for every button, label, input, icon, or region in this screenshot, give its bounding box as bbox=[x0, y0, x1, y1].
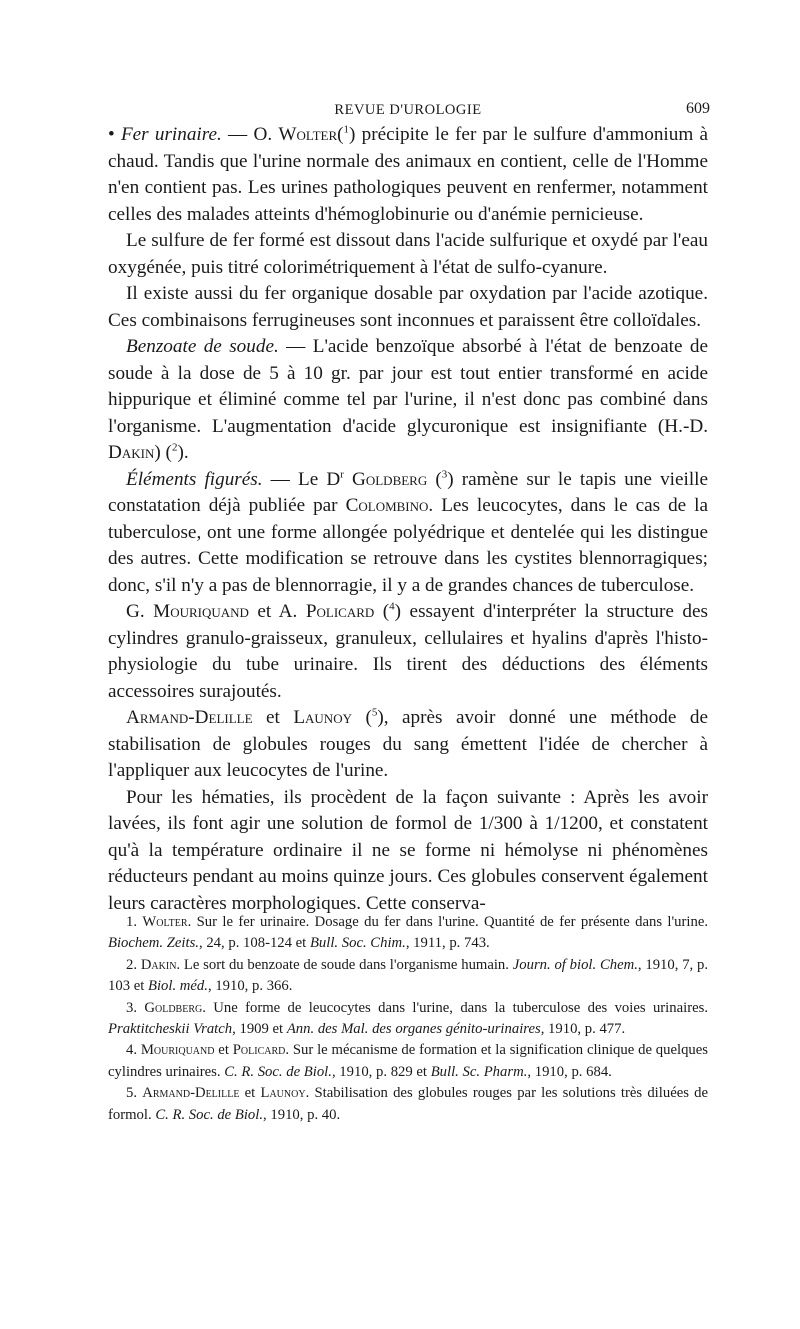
journal-title: Journ. of biol. Chem. bbox=[512, 956, 638, 973]
author-name: Armand-Delille bbox=[126, 707, 253, 728]
text-run: . Le sort du benzoate de soude dans l'organisme humain. bbox=[176, 956, 513, 973]
section-title-benzoate: Benzoate de soude. bbox=[126, 336, 279, 357]
text-run: G. bbox=[126, 601, 154, 622]
author-name: Wolter bbox=[142, 914, 188, 930]
running-title: REVUE D'UROLOGIE bbox=[334, 102, 482, 118]
text-run: ) ( bbox=[154, 442, 172, 463]
text-run: . Les leucocytes, dans le cas de la tuberculose, ont une forme allongée polyédrique et dentelée qui les distingue des autres. Cette modification se retrouve dans les cystites blennorragiques; donc, s'il n'y a pas de blennorragie, il y a de grandes chances de tuberculose. bbox=[108, 495, 709, 596]
footnote-number: 2. bbox=[126, 956, 141, 973]
text-run: , 1910, p. 829 et bbox=[331, 1063, 431, 1080]
author-name: Mouriquand bbox=[140, 1042, 215, 1059]
text-run: ) essayent d'interpréter la structure des cylindres granulo-graisseux, granuleux, cellulaires et hyalins d'après l'histo-physiologie du tube urinaire. Ils tirent des déductions des éléments accessoires surajoutés. bbox=[108, 601, 708, 702]
text-run: — Le D bbox=[262, 468, 341, 490]
body-text bbox=[108, 122, 708, 917]
author-name: Dakin bbox=[108, 442, 155, 463]
text-run: ) ramène sur le tapis une vieille constatation déjà publiée par bbox=[108, 468, 709, 516]
text-run: — L'acide benzoïque absorbé à l'état de benzoate de soude à la dose de 5 à 10 gr. par jour est tout entier transformé en acide hippurique et éliminé comme tel par l'urine, il n'est donc pas combiné dans l'organisme. L'augmentation d'acide glycuronique est insignifiante (H.-D. bbox=[108, 336, 708, 437]
text-run: , 24, p. 108-124 et bbox=[198, 935, 310, 952]
section-title-elements-figures: Éléments figurés. bbox=[126, 468, 263, 490]
footnote-1 bbox=[108, 912, 708, 955]
paragraph-benzoate bbox=[108, 334, 708, 467]
text-run: , 1911, p. 743. bbox=[405, 935, 490, 952]
author-name: Colombino bbox=[345, 495, 429, 516]
journal-title: Ann. des Mal. des organes génito-urinaires bbox=[286, 1021, 541, 1038]
paragraph-fer-urinaire bbox=[108, 122, 708, 228]
text-run: , 1910, p. 366. bbox=[207, 978, 293, 995]
paragraph-sulfure: Le sulfure de fer formé est dissout dans l'acide sulfurique et oxydé par l'eau oxygénée, puis titré colorimétriquement à l'état de sulfo-cyanure. bbox=[108, 230, 708, 278]
text-run: — O. bbox=[221, 124, 279, 145]
text-run: et A. bbox=[248, 601, 306, 622]
text-run: ( bbox=[374, 601, 390, 622]
text-run: , 1910, p. 40. bbox=[263, 1106, 341, 1123]
text-run: et bbox=[252, 707, 294, 728]
footnote-ref: 2 bbox=[171, 441, 178, 454]
text-run: , 1910, p. 684. bbox=[527, 1063, 612, 1080]
journal-title: Biochem. Zeits. bbox=[108, 935, 199, 952]
footnote-ref: 5 bbox=[371, 706, 378, 719]
text-run: ). bbox=[177, 442, 189, 463]
footnote-number: 4. bbox=[126, 1042, 141, 1059]
footnote-5 bbox=[108, 1083, 708, 1126]
journal-title: Biol. méd. bbox=[147, 978, 208, 995]
paragraph-hematies: Pour les hématies, ils procèdent de la façon suivante : Après les avoir lavées, ils font agir une solution de formol de 1/300 à 1/1200, et constatent qu'à la température ordinaire il ne se forme ni hémolyse ni phénomènes réducteurs pendant au moins quinze jours. Ces globules conservent également leurs caractères morphologiques. Cette conserva- bbox=[108, 786, 708, 914]
text-run: ( bbox=[337, 124, 344, 145]
text-run: , 1909 et bbox=[232, 1021, 287, 1038]
superscript: r bbox=[340, 468, 344, 481]
journal-title: C. R. Soc. de Biol. bbox=[155, 1106, 264, 1123]
author-name: Mouriquand bbox=[153, 601, 249, 622]
author-name: Policard bbox=[305, 601, 375, 622]
text-run: . Une forme de leucocytes dans l'urine, dans la tuberculose des voies urinaires. bbox=[202, 999, 709, 1016]
author-name: Launoy bbox=[293, 707, 352, 728]
footnote-ref: 1 bbox=[343, 123, 350, 136]
text-run: . Sur le fer urinaire. Dosage du fer dans l'urine. Quantité de fer présente dans l'urine. bbox=[187, 914, 709, 930]
text-run: ) précipite le fer par le sulfure d'ammonium à chaud. Tandis que l'urine normale des animaux en contient, celle de l'Homme n'en contient pas. Les urines pathologiques peuvent en renfermer, notamment celles des malades atteints d'hémoglobinurie ou d'anémie pernicieuse. bbox=[108, 124, 709, 225]
author-name: Policard bbox=[232, 1042, 286, 1059]
text-run: , 1910, 7, p. 103 et bbox=[108, 956, 709, 995]
footnote-ref: 4 bbox=[389, 600, 395, 613]
author-name: Launoy bbox=[260, 1085, 306, 1102]
footnote-3 bbox=[108, 998, 708, 1041]
page-number: 609 bbox=[686, 100, 710, 117]
text-run: et bbox=[239, 1085, 261, 1102]
text-run: et bbox=[214, 1042, 233, 1059]
text-run: . Stabilisation des globules rouges par les solutions très diluées de formol. bbox=[108, 1085, 709, 1123]
author-name: Goldberg bbox=[144, 999, 203, 1016]
paragraph-elements-figures bbox=[108, 467, 708, 600]
section-title-fer-urinaire: Fer urinaire. bbox=[120, 124, 222, 145]
author-name: Dakin bbox=[140, 956, 177, 973]
paragraph-cylindres bbox=[108, 599, 708, 705]
author-name: Armand-Delille bbox=[142, 1085, 240, 1102]
journal-title: Bull. Soc. Chim. bbox=[309, 935, 406, 952]
text-run bbox=[344, 469, 352, 490]
journal-title: Praktitcheskii Vratch bbox=[108, 1021, 233, 1038]
paragraph-fer-organique: Il existe aussi du fer organique dosable par oxydation par l'acide azotique. Ces combinaisons ferrugineuses sont inconnues et paraissent être colloïdales. bbox=[108, 283, 708, 331]
author-name: Wolter bbox=[278, 124, 338, 145]
journal-title: C. R. Soc. de Biol. bbox=[224, 1063, 332, 1080]
author-name: Goldberg bbox=[352, 468, 428, 490]
footnote-ref: 3 bbox=[441, 468, 448, 481]
text-run: ( bbox=[427, 468, 442, 490]
paragraph-stabilisation bbox=[108, 705, 708, 785]
text-run: . Sur le mécanisme de formation et la signification clinique de quelques cylindres urinaires. bbox=[108, 1042, 708, 1080]
text-run: ), après avoir donné une méthode de stabilisation de globules rouges du sang émettent l'idée de chercher à l'appliquer aux leucocytes de l'urine. bbox=[108, 707, 708, 781]
footnote-number: 3. bbox=[126, 999, 145, 1016]
text-run: ( bbox=[351, 707, 372, 728]
footnote-number: 5. bbox=[126, 1085, 143, 1102]
footnotes bbox=[108, 912, 708, 1126]
footnote-2 bbox=[108, 955, 708, 998]
bullet: • bbox=[108, 124, 121, 145]
footnote-4 bbox=[108, 1040, 708, 1083]
footnote-number: 1. bbox=[126, 914, 143, 930]
journal-title: Bull. Sc. Pharm. bbox=[430, 1063, 528, 1080]
text-run: , 1910, p. 477. bbox=[540, 1021, 626, 1038]
